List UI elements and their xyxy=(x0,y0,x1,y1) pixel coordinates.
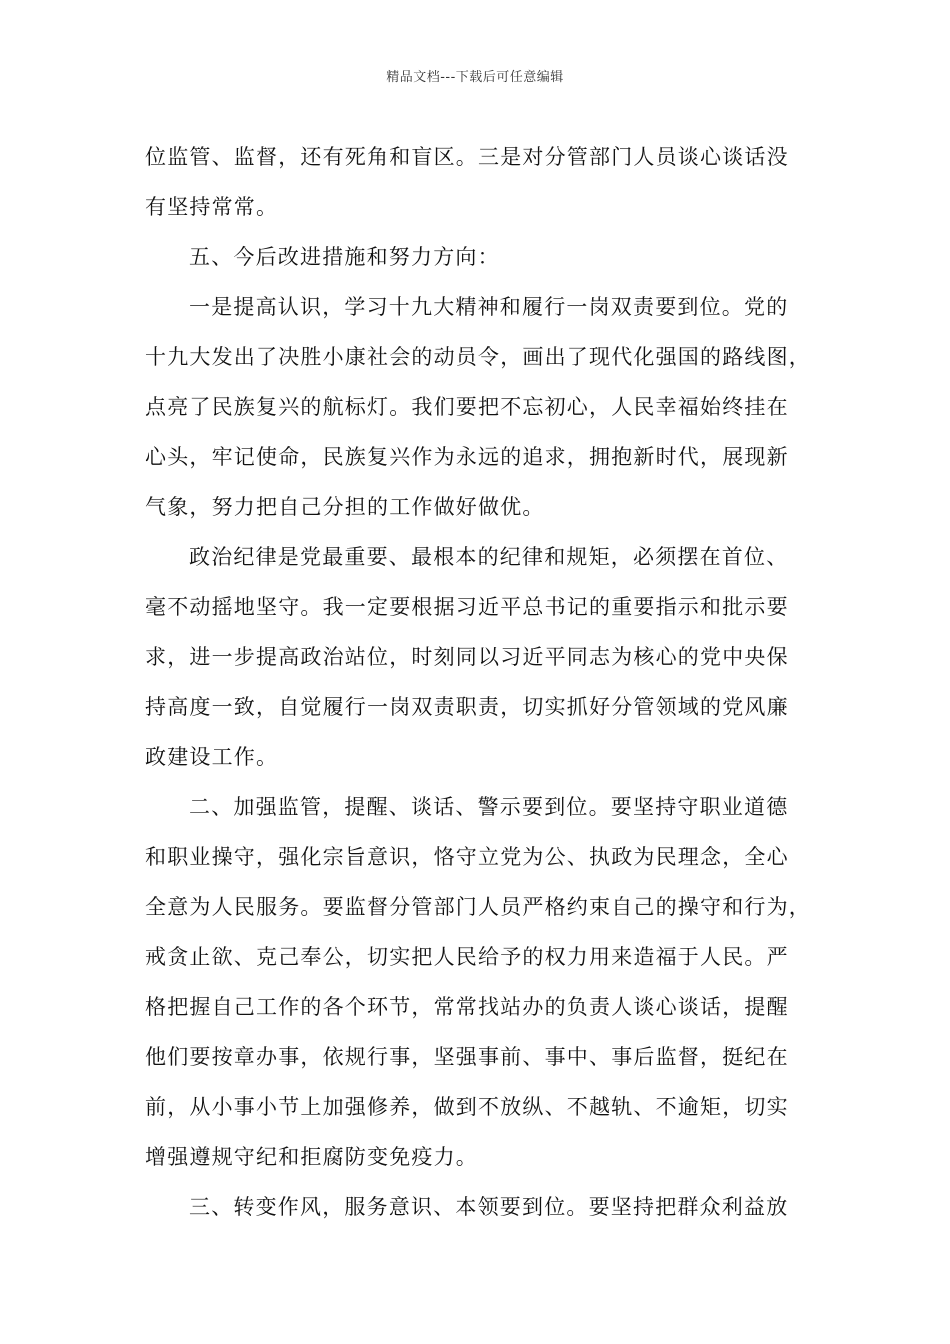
text-line: 点亮了民族复兴的航标灯。我们要把不忘初心，人民幸福始终挂在 xyxy=(145,395,789,419)
paragraph-start: 三、转变作风，服务意识、本领要到位。要坚持把群众利益放 xyxy=(189,1195,789,1219)
text-line: 戒贪止欲、克己奉公，切实把人民给予的权力用来造福于人民。严 xyxy=(145,945,789,969)
text-line: 政建设工作。 xyxy=(145,745,279,769)
paragraph-start: 二、加强监管，提醒、谈话、警示要到位。要坚持守职业道德 xyxy=(189,795,789,819)
text-line: 求，进一步提高政治站位，时刻同以习近平同志为核心的党中央保 xyxy=(145,645,789,669)
text-line: 前，从小事小节上加强修养，做到不放纵、不越轨、不逾矩，切实 xyxy=(145,1095,789,1119)
text-line: 气象，努力把自己分担的工作做好做优。 xyxy=(145,495,545,519)
paragraph-start: 政治纪律是党最重要、最根本的纪律和规矩，必须摆在首位、 xyxy=(189,545,789,569)
paragraph-start: 一是提高认识，学习十九大精神和履行一岗双责要到位。党的 xyxy=(189,295,789,319)
text-line: 格把握自己工作的各个环节，常常找站办的负责人谈心谈话，提醒 xyxy=(145,995,789,1019)
text-line: 毫不动摇地坚守。我一定要根据习近平总书记的重要指示和批示要 xyxy=(145,595,789,619)
text-line: 位监管、监督，还有死角和盲区。三是对分管部门人员谈心谈话没 xyxy=(145,145,789,169)
text-line: 全意为人民服务。要监督分管部门人员严格约束自己的操守和行为， xyxy=(145,895,811,919)
section-heading: 五、今后改进措施和努力方向： xyxy=(189,245,500,269)
document-body xyxy=(145,132,815,1232)
page-header: 精品文档---下载后可任意编辑 xyxy=(386,70,564,85)
text-line: 增强遵规守纪和拒腐防变免疫力。 xyxy=(145,1145,478,1169)
text-line: 和职业操守，强化宗旨意识，恪守立党为公、执政为民理念，全心 xyxy=(145,845,789,869)
text-line: 有坚持常常。 xyxy=(145,195,279,219)
text-line: 心头，牢记使命，民族复兴作为永远的追求，拥抱新时代，展现新 xyxy=(145,445,789,469)
text-line: 十九大发出了决胜小康社会的动员令，画出了现代化强国的路线图， xyxy=(145,345,811,369)
text-line: 持高度一致，自觉履行一岗双责职责，切实抓好分管领域的党风廉 xyxy=(145,695,789,719)
text-line: 他们要按章办事，依规行事，坚强事前、事中、事后监督，挺纪在 xyxy=(145,1045,789,1069)
